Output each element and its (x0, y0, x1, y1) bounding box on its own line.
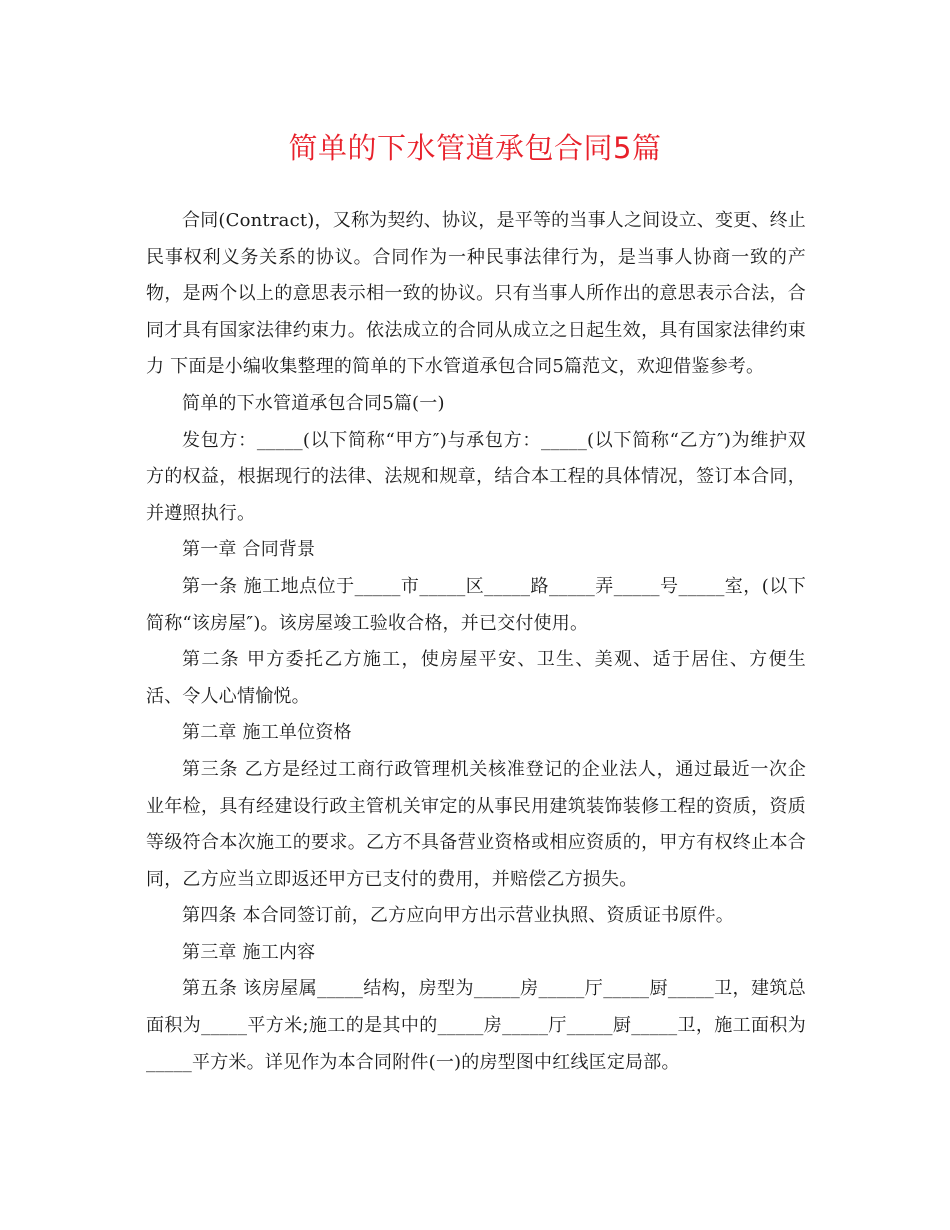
document-title: 简单的下水管道承包合同5篇 (288, 131, 662, 165)
chapter-heading: 第三章 施工内容 (182, 941, 316, 963)
chapter-heading: 第一章 合同背景 (182, 539, 316, 561)
chapter-heading: 第二章 施工单位资格 (182, 722, 352, 744)
article-paragraph: 第二条 甲方委托乙方施工，使房屋平安、卫生、美观、适于居住、方便生活、令人心情愉悦。 (146, 649, 806, 707)
intro-paragraph: 合同(Contract)，又称为契约、协议，是平等的当事人之间设立、变更、终止民事权利义务关系的协议。合同作为一种民事法律行为，是当事人协商一致的产物，是两个以上的意思表示相一致的协议。只有当事人所作出的意思表示合法，合同才具有国家法律约束力。依法成立的合同从成立之日起生效，具有国家法律约束力 下面是小编收集整理的简单的下水管道承包合同5篇范文，欢迎借鉴参考。 (146, 210, 806, 378)
document-body (146, 203, 806, 1081)
article-paragraph: 第五条 该房屋属_____结构，房型为_____房_____厅_____厨_____卫，建筑总面积为_____平方米;施工的是其中的_____房_____厅_____厨_____卫，施工面积为_____平方米。详见作为本合同附件(一)的房型图中红线匡定局部。 (146, 978, 806, 1073)
parties-paragraph: 发包方：_____(以下简称“甲方″)与承包方：_____(以下简称“乙方″)为维护双方的权益，根据现行的法律、法规和规章，结合本工程的具体情况，签订本合同，并遵照执行。 (146, 429, 806, 524)
article-paragraph: 第一条 施工地点位于_____市_____区_____路_____弄_____号_____室，(以下简称“该房屋″)。该房屋竣工验收合格，并已交付使用。 (146, 575, 806, 634)
section-heading: 简单的下水管道承包合同5篇(一) (182, 392, 445, 414)
article-paragraph: 第四条 本合同签订前，乙方应向甲方出示营业执照、资质证书原件。 (182, 905, 734, 927)
article-paragraph: 第三条 乙方是经过工商行政管理机关核准登记的企业法人，通过最近一次企业年检，具有经建设行政主管机关审定的从事民用建筑装饰装修工程的资质，资质等级符合本次施工的要求。乙方不具备营业资格或相应资质的，甲方有权终止本合同，乙方应当立即返还甲方已支付的费用，并赔偿乙方损失。 (146, 758, 806, 890)
